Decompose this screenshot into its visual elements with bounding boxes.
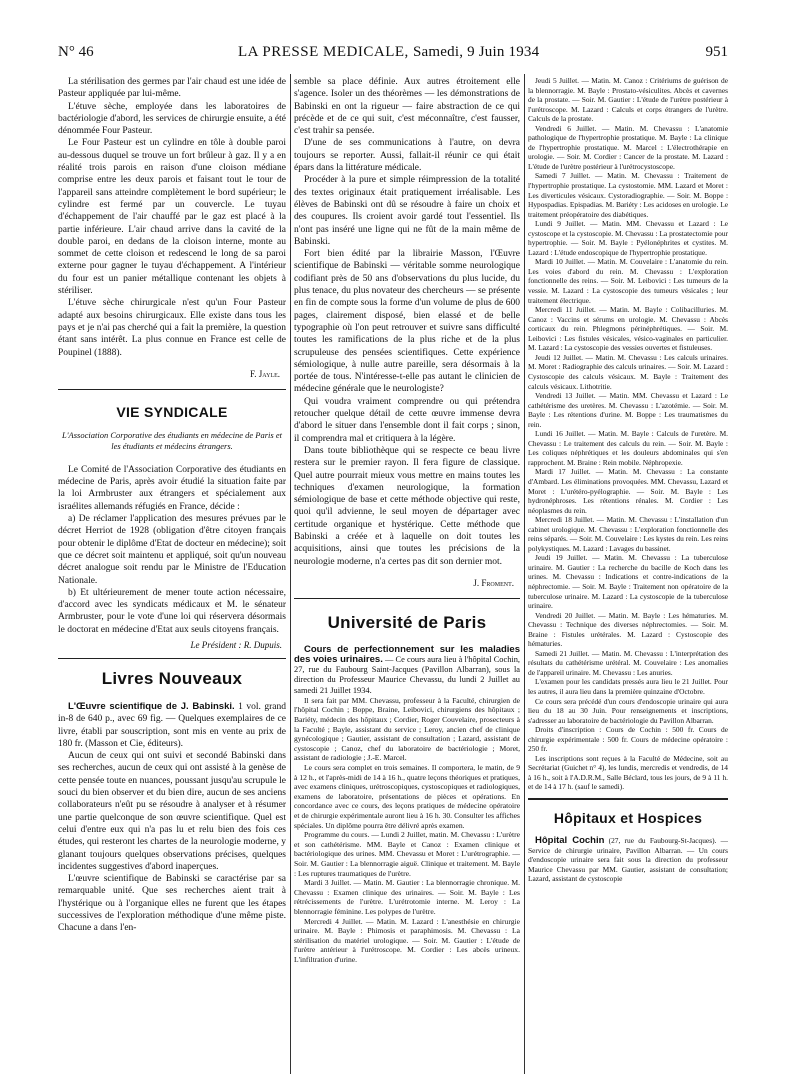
schedule-item: Vendredi 13 Juillet. — Matin. MM. Chevassu et Lazard : Le cathétérisme des uretères. M. Chevassu : L'azotémie. — Soir. M. Bayle : Les rétentions d'urine. M. Boppe : Les traumatismes du rein.	[528, 391, 728, 429]
section-title-livres: Livres Nouveaux	[101, 668, 243, 688]
paragraph: L'examen pour les candidats pressés aura lieu le 21 Juillet. Pour les autres, il aura lieu dans la première quinzaine d'Octobre.	[528, 677, 728, 696]
schedule-item: Samedi 21 Juillet. — Matin. M. Chevassu : L'interprétation des résultats du cathétérisme urétéral. M. Couvelaire : Les anomalies de l'appareil urinaire. M. Chevassu : Les anuries.	[528, 648, 728, 677]
paragraph: L'étuve sèche, employée dans les laboratoires de bactériologie d'abord, les services de chirurgie ensuite, a été dénommée Four Pasteur.	[58, 101, 286, 137]
page-header	[58, 44, 728, 66]
book-entry	[58, 701, 286, 750]
schedule-item: Mercredi 18 Juillet. — Matin. M. Chevassu : L'installation d'un cabinet urologique. M. Chevassu : L'exploration fonctionnelle des reins séparés. — Soir. M. Couvelaire : Les kystes du rein. Les reins polykystiques. M. Lazard : Lavages du bassinet.	[528, 515, 728, 553]
paragraph: Procéder à la pure et simple réimpression de la totalité des textes originaux était pratiquement irréalisable. Les élèves de Babinski ont dû se résoudre à faire un choix et des coupures. Ils croient avoir gardé tout l'essentiel. Ils n'ont pas inséré une ligne qui ne fût de la main même de Babinski.	[294, 175, 520, 247]
section-rule	[58, 658, 286, 659]
schedule-item: Mardi 17 Juillet. — Matin. M. Chevassu : La constante d'Ambard. Les éliminations provoquées. MM. Chevassu, Lazard et Moret : L'urétéro-pyélographie. — Soir. M. Bayle : Les hydronéphroses. Les rétentions rénales. M. Cordier : Les néoplasmes du rein.	[528, 467, 728, 515]
section-rule	[294, 598, 520, 599]
column-divider-1	[290, 74, 291, 1074]
section-title: VIE SYNDICALE	[116, 403, 228, 420]
paragraph: a) De réclamer l'application des mesures prévues par le décret Herriot de 1928 (obligation d'être citoyen français pour obtenir le diplôme d'Etat de docteur en médecine); soit que ce décret soit maintenu et appliqué, soit qu'un nouveau décret analogue soit rendu par le Ministre de l'Education Nationale.	[58, 514, 286, 586]
column-3	[528, 76, 728, 1076]
paragraph: Qui voudra vraiment comprendre ou qui prétendra retoucher quelque détail de cette œuvre immense devra d'abord le situer dans l'ensemble dont il fait corps ; sinon, il comprendra mal et critiquera à la légère.	[294, 396, 520, 444]
schedule-item: Lundi 9 Juillet. — Matin. MM. Chevassu et Lazard : Le cystoscope et la cystoscopie. M. Chevassu : La prostatectomie pour hypertrophie. — Soir. M. Bayle : Pyélonéphrites et cystites. M. Lazard : L'étude endoscopique de l'hypertrophie prostatique.	[528, 219, 728, 257]
course-details: — Ce cours aura lieu à l'hôpital Cochin, 27, rue du Faubourg Saint-Jacques (Pavillon Albarran), sous la direction du Professeur Maurice Chevassu, du lundi 2 Juillet au samedi 21 Juillet 1934.	[294, 655, 520, 695]
paragraph: semble sa place définie. Aux autres étroitement elle s'agence. Isoler un des théorèmes — les démonstrations de Babinski en ont la rigueur — faire abstraction de ce qui précède et de ce qui suit, c'est méconnaître, c'est fausser, c'est trahir sa pensée.	[294, 77, 520, 137]
paragraph: Programme du cours. — Lundi 2 Juillet, matin. M. Chevassu : L'urètre et son cathétérisme. MM. Bayle et Canoz : Examen clinique et bactériologique des urines. MM. Chevassu et Moret : L'urétrographie. — Soir. M. Gautier : La blennorragie aiguë. Clinique et traitement. M. Bayle : Les ruptures traumatiques de l'urètre.	[294, 830, 520, 878]
journal-title: LA PRESSE MEDICALE,	[238, 44, 409, 60]
schedule-item: Jeudi 19 Juillet. — Matin. M. Chevassu : La tuberculose urinaire. M. Gautier : La recherche du bacille de Koch dans les urines. M. Chevassu : Indications et contre-indications de la néphrectomie. — Soir. M. Bayle : Traitement non opératoire de la tuberculose urinaire. M. Lazard : La cystoscopie de la tuberculose urinaire.	[528, 553, 728, 611]
book-details: 1 vol. grand in-8 de 640 p., avec 69 fig. — Quelques exemplaires de ce livre, établi par souscription, sont mis en vente au prix de 180 fr. (Masson et Cie, éditeurs).	[58, 701, 286, 749]
schedule-item: Vendredi 20 Juillet. — Matin. M. Bayle : Les hématuries. M. Chevassu : Technique des diverses néphrectomies. — Soir. M. Braine : Fistules urétérales. M. Lazard : Cystoscopie des hématuries.	[528, 610, 728, 649]
schedule-item: Mardi 10 Juillet. — Matin. M. Couvelaire : L'anatomie du rein. Les voies d'abord du rein. M. Chevassu : L'exploration fonctionnelle des reins. — Soir. M. Leibovici : Les tumeurs de la vessie. M. Lazard : La cystoscopie des tumeurs vésicales ; leur traitement électrique.	[528, 257, 728, 305]
hospital-name: Hôpital Cochin	[535, 835, 605, 847]
section-subtitle: L'Association Corporative des étudiants en médecine de Paris et les étudiants et médecins étrangers.	[62, 429, 282, 451]
paragraph: Ce cours sera précédé d'un cours d'endoscopie urinaire qui aura lieu du 18 au 30 Juin. Pour renseignements et inscriptions, s'adresser au laboratoire de bactériologie du Pavillon Albarran.	[528, 696, 728, 725]
schedule-item: Vendredi 6 Juillet. — Matin. M. Chevassu : L'anatomie pathologique de l'hypertrophie prostatique. M. Bayle : La clinique de l'hypertrophie prostatique. M. Marcel : L'électrothérapie en urologie. — Soir. M. Cordier : Cancer de la prostate. M. Lazard : L'étude de l'urètre postérieur à l'urétrocystoscope.	[528, 123, 728, 171]
section-hopitaux	[528, 798, 728, 884]
schedule-item: Jeudi 12 Juillet. — Matin. M. Chevassu : Les calculs urinaires. M. Moret : Radiographie des calculs urinaires. — Soir. M. Lazard : Cystoscopie des calculs vésicaux. M. Bayle : Traitement des calculs vésicaux. Lithotritie.	[528, 352, 728, 391]
journal-title-line	[238, 44, 539, 61]
paragraph: D'une de ses communications à l'autre, on devra toujours se reporter. Aussi, fallait-il réunir ce qui était épars dans la littérature médicale.	[294, 138, 520, 174]
paragraph: Il sera fait par MM. Chevassu, professeur à la Faculté, chirurgien de l'hôpital Cochin ; Boppe, Braine, Leibovici, chirurgiens des hôpitaux ; Bariéty, médecin des hôpitaux ; Cordier, Roger Couvelaire, prosecteurs à la Faculté ; Bayle, assistant du service ; Leroy, ancien chef de clinique gynécologique ; Gautier, assistant de consultation ; Lazard, assistant de cystoscopie ; Canoz, chef du laboratoire de bactériologie ; Moret, assistant de radiologie ; J.-E. Marcel.	[294, 695, 520, 763]
paragraph: Le Four Pasteur est un cylindre en tôle à double paroi au-dessous duquel se trouve un fort brûleur à gaz. Il y a en réalité trois parois en raison d'une cloison médiane comprise entre les deux parois et faisant tout le tour de l'appareil sans atteindre complètement le bord supérieur; le cylindre est fermé par un couvercle. Le tuyau d'échappement de l'air chauffé par le gaz est placé à la partie inférieure. L'air chaud arrive dans la cavité de la double paroi, en dedans de la cloison interne, monte au sommet de cette cloison et redescend le long de sa paroi externe pour gagner le tuyau d'échappement. A l'intérieur du four est un panier métallique contenant les objets à stériliser.	[58, 138, 286, 297]
page-number-right: 951	[705, 44, 728, 60]
paragraph: Droits d'inscription : Cours de Cochin : 500 fr. Cours de chirurgie expérimentale : 500 fr. Cours de médecine opératoire : 250 fr.	[528, 725, 728, 754]
author-signature: F. Jayle.	[250, 368, 280, 379]
section-vie-syndicale	[58, 389, 286, 650]
course-announcement	[294, 645, 520, 696]
column-2	[294, 76, 520, 1076]
section-title-universite: Université de Paris	[327, 612, 487, 632]
paragraph: La stérilisation des germes par l'air chaud est une idée de Pasteur appliquée par lui-même.	[58, 77, 286, 100]
schedule-item: Samedi 7 Juillet. — Matin. M. Chevassu : Traitement de l'hypertrophie prostatique. La cystostomie. MM. Lazard et Moret : Les diverticules vésicaux. Cystoradiographie. — Soir. M. Boppe : Hypospadias. Epispadias. M. Bariéty : Les acidoses en urologie. Le traitement préopératoire des diabétiques.	[528, 171, 728, 219]
paragraph: Aucun de ceux qui ont suivi et secondé Babinski dans ses recherches, aucun de ceux qui ont assisté à la genèse de cette pensée toute en nuances, poussant jusqu'au scrupule le souci du bien observer et du bien dire, aucun de ses anciens collaborateurs n'eût pu se résoudre à analyser et à résumer une partie quelconque de son œuvre scientifique. Quel est celui d'entre eux qui n'a pas lu et relu bien des fois ces études, qui resteront les chartes de la neurologie moderne, y glanant toujours quelques observations précises, quelques incidentes suggestives d'abord inaperçues.	[58, 751, 286, 872]
schedule-item: Lundi 16 Juillet. — Matin. M. Bayle : Calculs de l'uretère. M. Chevassu : Le traitement des calculs du rein. — Soir. M. Bayle : Les coliques néphrétiques et les douleurs abdominales qui s'en rapprochent. M. Braine : Rein mobile. Néphropexie.	[528, 429, 728, 467]
paragraph: Fort bien édité par la librairie Masson, l'Œuvre scientifique de Babinski — véritable somme neurologique codifiant près de 50 ans d'observations du plus lucide, du plus tenace, du plus novateur des chercheurs — se présente en fin de compte sous la forme d'un volume de plus de 600 pages, clairement disposé, bien elassé et de belle typographie où l'on peut retrouver et suivre sans difficulté toutes les ramifications de la plus riche et de la plus scrupuleuse des pensées scientifiques. Cette expérience sémiologique, à nulle autre pareille, sera désormais à la portée de tous. N'intéresse-t-elle pas autant le clinicien de médecine générale que le neurologiste?	[294, 249, 520, 395]
paragraph: Le Comité de l'Association Corporative des étudiants en médecine de Paris, après avoir étudié la situation faite par la loi Armbruster aux étrangers et spécialement aux israélites allemands réfugiés en France, décide :	[58, 464, 286, 512]
author-signature: J. Froment.	[473, 577, 514, 588]
page-number: N° 46	[58, 44, 94, 60]
paragraph: b) Et ultérieurement de mener toute action nécessaire, d'accord avec les syndicats médicaux et M. le sénateur Armbruster, pour le vote d'une loi qui réservera désormais le doctorat en médecine d'Etat aux seuls citoyens français.	[58, 587, 286, 635]
book-title: L'Œuvre scientifique de J. Babinski.	[68, 700, 235, 712]
schedule-item: Mercredi 11 Juillet. — Matin. M. Bayle : Colibacilluries. M. Canoz : Vaccins et sérums en urologie. M. Chevassu : Abcès corticaux du rein. Phlegmons périnéphrétiques. — Soir. M. Leibovici : Les fistules vésicales, vésico-vaginales en particulier. M. Lazard : La cystoscopie des vessies ouvertes et fistuleuses.	[528, 305, 728, 353]
paragraph: Mercredi 4 Juillet. — Matin. M. Lazard : L'anesthésie en chirurgie urinaire. M. Bayle : Phimosis et paraphimosis. M. Chevassu : La stérilisation du matériel urologique. — Soir. M. Gautier : L'étude de l'urètre antérieur à l'urétroscope. M. Cordier : Les abcès urineux. L'infiltration d'urine.	[294, 916, 520, 964]
hospital-entry	[528, 836, 728, 884]
issue-date: Samedi, 9 Juin 1934	[413, 44, 540, 60]
paragraph: L'étuve sèche chirurgicale n'est qu'un Four Pasteur adapté aux besoins chirurgicaux. Elle existe dans tous les pays et je n'ai pas cherché qui a fait la première, la question étant sans intérêt. La plus connue en France est celle de Poupinel (1888).	[58, 298, 286, 358]
column-divider-2	[524, 74, 525, 1074]
paragraph: L'œuvre scientifique de Babinski se caractérise par sa remarquable unité. Que ses recherches aient trait à l'hystérique ou à l'organique elles ne furent que les étapes successives de l'exploration méthodique d'une même piste. Chacune a dans l'en-	[58, 874, 286, 934]
section-title-hopitaux: Hôpitaux et Hospices	[553, 810, 703, 827]
paragraph: Mardi 3 Juillet. — Matin. M. Gautier : La blennorragie chronique. M. Chevassu : Examen clinique des urinaires. — Soir. M. Bayle : Les rétrécissements de l'urètre. L'urétrotomie interne. M. Leroy : La blennorragie féminine. Les polypes de l'urètre.	[294, 878, 520, 916]
column-1	[58, 76, 286, 1076]
president-signature: Le Président : R. Dupuis.	[190, 639, 282, 650]
hospital-details: (27, rue du Faubourg-St-Jacques). — Service de chirurgie urinaire, Pavillon Albarran. — Un cours d'endoscopie urinaire sera fait sous la direction du professeur Maurice Chevassu par MM. Gautier, assistant de consultation; Lazard, assistant de cystoscopie	[528, 836, 728, 884]
paragraph: Le cours sera complet en trois semaines. Il comportera, le matin, de 9 à 12 h., et l'après-midi de 14 à 16 h., quatre leçons théoriques et pratiques, avec examens cliniques, urétroscopiques, cystoscopiques et radiologiques, examens de laboratoire, présentations de pièces et opérations. En concordance avec ce cours, des leçons pratiques de médecine opératoire et de chirurgie expérimentale auront lieu à 16 h. 30. Consulter les affiches spéciales. Un diplôme pourra être délivré après examen.	[294, 763, 520, 830]
course-title: Cours de perfectionnement sur les maladies des voies urinaires.	[294, 643, 520, 666]
paragraph: Dans toute bibliothèque qui se respecte ce beau livre restera sur le premier rayon. Il fera figure de classique. Quel autre pourrait mieux vous mettre en mains toutes les techniques d'examen neurologique, la formation sémiologique de base et cette méthode objective qui reste, quoi qu'il advienne, le seul moyen de départager avec certitude organique et hystérique. Cette méthode que Babinski a créée et à laquelle on doit toutes les acquisitions, ainsi que toutes les précisions de la neurologie moderne, n'a certes pas dit son dernier mot.	[294, 445, 520, 567]
paragraph: Les inscriptions sont reçues à la Faculté de Médecine, soit au Secrétariat (Guichet n° 4), les lundis, mercredis et vendredis, de 14 à 16 h., soit à l'A.D.R.M., Salle Béclard, tous les jours, de 9 à 11 h. et de 14 à 17 h. (sauf le samedi).	[528, 753, 728, 792]
schedule-item: Jeudi 5 Juillet. — Matin. M. Canoz : Critériums de guérison de la blennorragie. M. Bayle : Prostato-vésiculites. Abcès et cavernes de la prostate. — Soir. M. Gautier : L'étude de l'urètre postérieur à l'urétroscope. M. Lazard : Calculs et corps étrangers de l'urètre. Calculs de la prostate.	[528, 76, 728, 124]
